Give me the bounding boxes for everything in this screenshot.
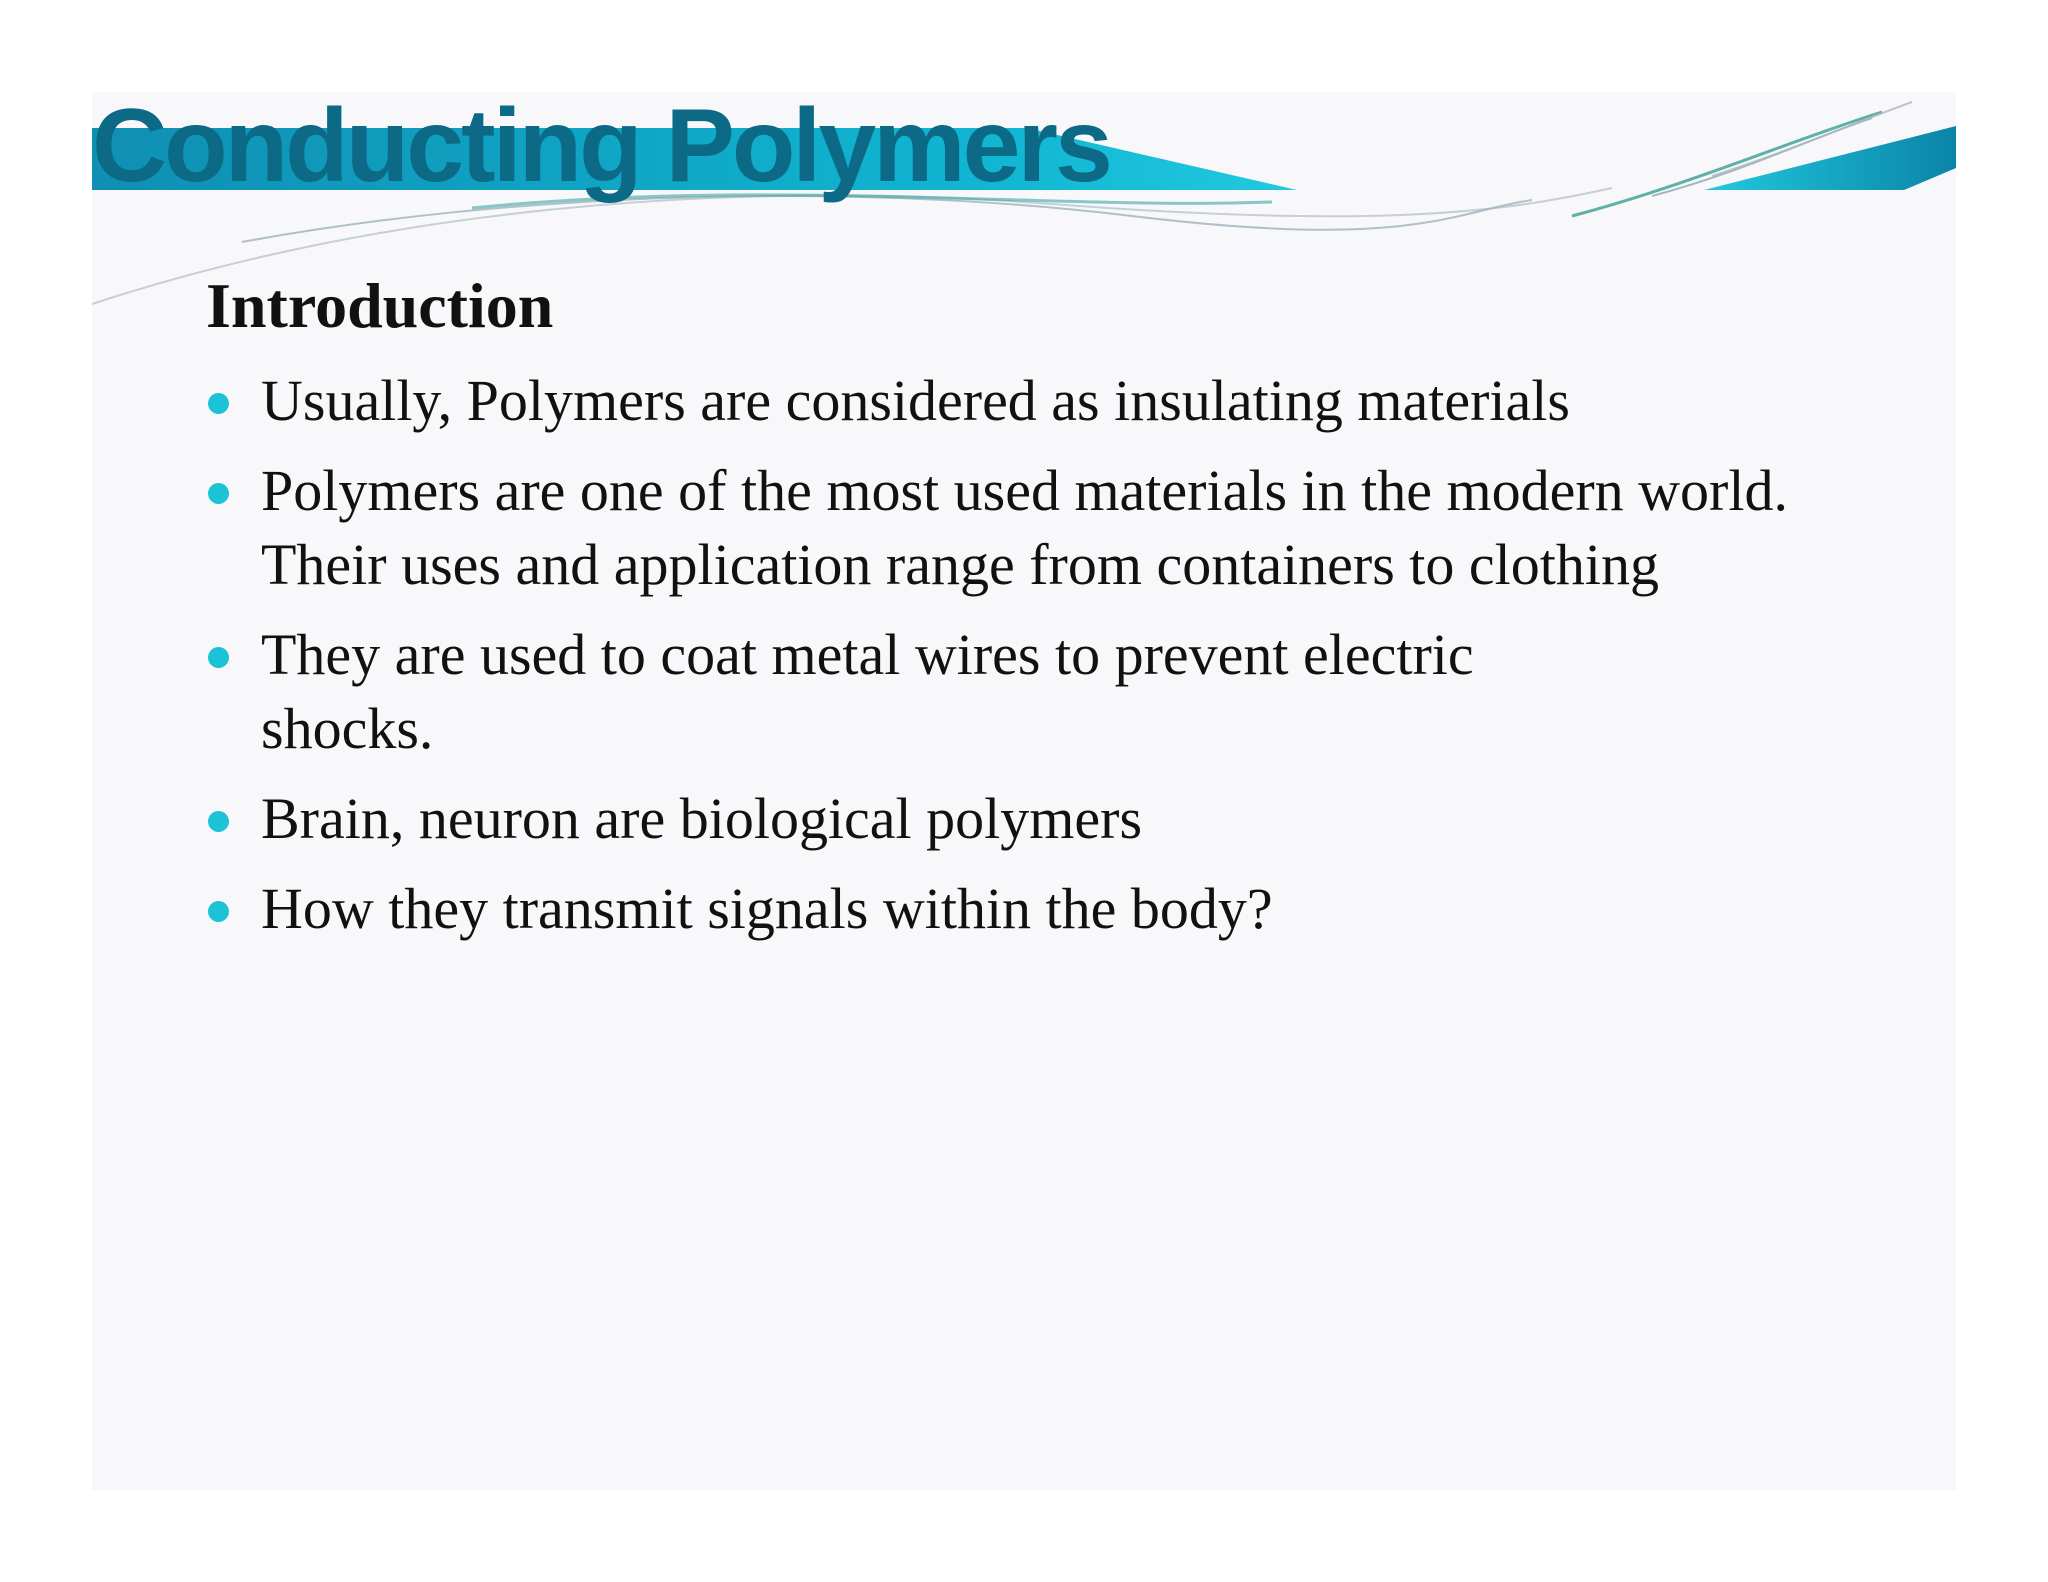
right-banner: [1704, 126, 1956, 190]
slide-title: Conducting Polymers: [92, 92, 1110, 204]
list-item: [206, 782, 1926, 856]
bullet-text: Polymers are one of the most used materials in the modern world. Their uses and application range from containers to clothing: [261, 458, 1788, 597]
list-item: [206, 618, 1621, 766]
list-item: [206, 364, 1926, 438]
bullet-text: Usually, Polymers are considered as insulating materials: [261, 368, 1570, 433]
bullet-list: [206, 364, 1926, 946]
bullet-text: They are used to coat metal wires to prevent electric shocks.: [261, 622, 1474, 761]
bullet-dot-icon: [208, 901, 229, 922]
bullet-dot-icon: [208, 483, 229, 504]
bullet-dot-icon: [208, 393, 229, 414]
bullet-text: How they transmit signals within the body?: [261, 876, 1273, 941]
bullet-text: Brain, neuron are biological polymers: [261, 786, 1143, 851]
list-item: [206, 872, 1926, 946]
section-heading: Introduction: [206, 270, 554, 341]
slide: [92, 92, 1956, 1490]
list-item: [206, 454, 1926, 602]
bullet-dot-icon: [208, 647, 229, 668]
bullet-dot-icon: [208, 811, 229, 832]
